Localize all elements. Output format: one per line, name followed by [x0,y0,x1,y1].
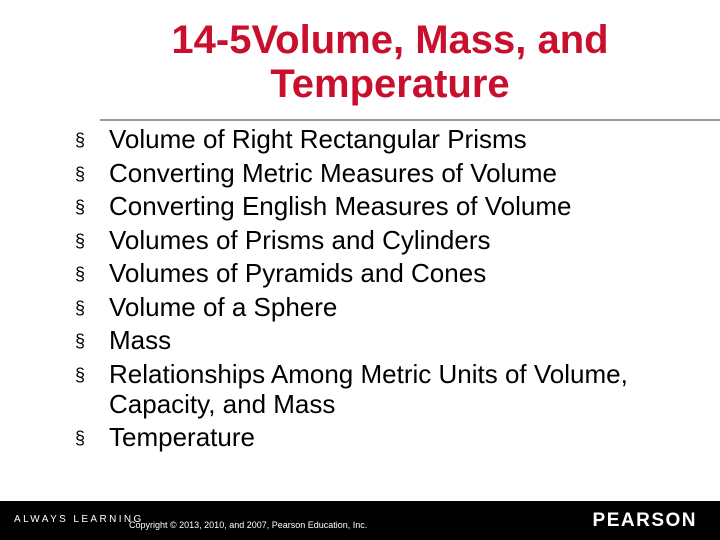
footer-bar [0,501,720,540]
slide-title [100,18,680,106]
pearson-logo: PEARSON [592,510,697,531]
bullet-item [72,225,712,255]
bullet-item [72,325,712,355]
bullet-marker-icon: § [75,264,86,284]
bullet-item [72,191,712,221]
bullet-item [72,158,712,188]
bullet-marker-icon: § [75,163,86,184]
bullet-text: Volumes of Pyramids and Cones [109,258,487,288]
bullet-item [72,292,712,322]
slide-title-line-1: 14-5Volume, Mass, and [171,18,609,62]
bullet-marker-icon: § [75,130,86,150]
bullet-marker-icon: § [75,364,86,385]
bullet-item [72,422,712,452]
bullet-item [72,124,712,154]
slide-title-line-2: Temperature [270,62,510,106]
title-divider [100,119,720,121]
bullet-marker-icon: § [75,230,86,251]
bullet-text: Volume of Right Rectangular Prisms [109,124,527,154]
bullet-list [72,124,712,456]
bullet-marker-icon: § [75,331,86,351]
bullet-text: Converting Metric Measures of Volume [109,157,557,188]
bullet-text: Volume of a Sphere [109,291,338,322]
bullet-item [72,359,712,419]
footer-tagline: ALWAYS LEARNING [14,514,144,525]
bullet-marker-icon: § [75,297,86,318]
bullet-text: Temperature [109,422,255,452]
bullet-text: Volumes of Prisms and Cylinders [109,224,491,255]
bullet-marker-icon: § [75,428,86,448]
bullet-marker-icon: § [75,197,86,217]
bullet-item [72,258,712,288]
bullet-text: Relationships Among Metric Units of Volume, Capacity, and Mass [109,358,628,419]
footer-copyright: Copyright © 2013, 2010, and 2007, Pearson Education, Inc. [129,520,368,530]
bullet-text: Mass [109,325,172,355]
bullet-text: Converting English Measures of Volume [109,191,572,221]
